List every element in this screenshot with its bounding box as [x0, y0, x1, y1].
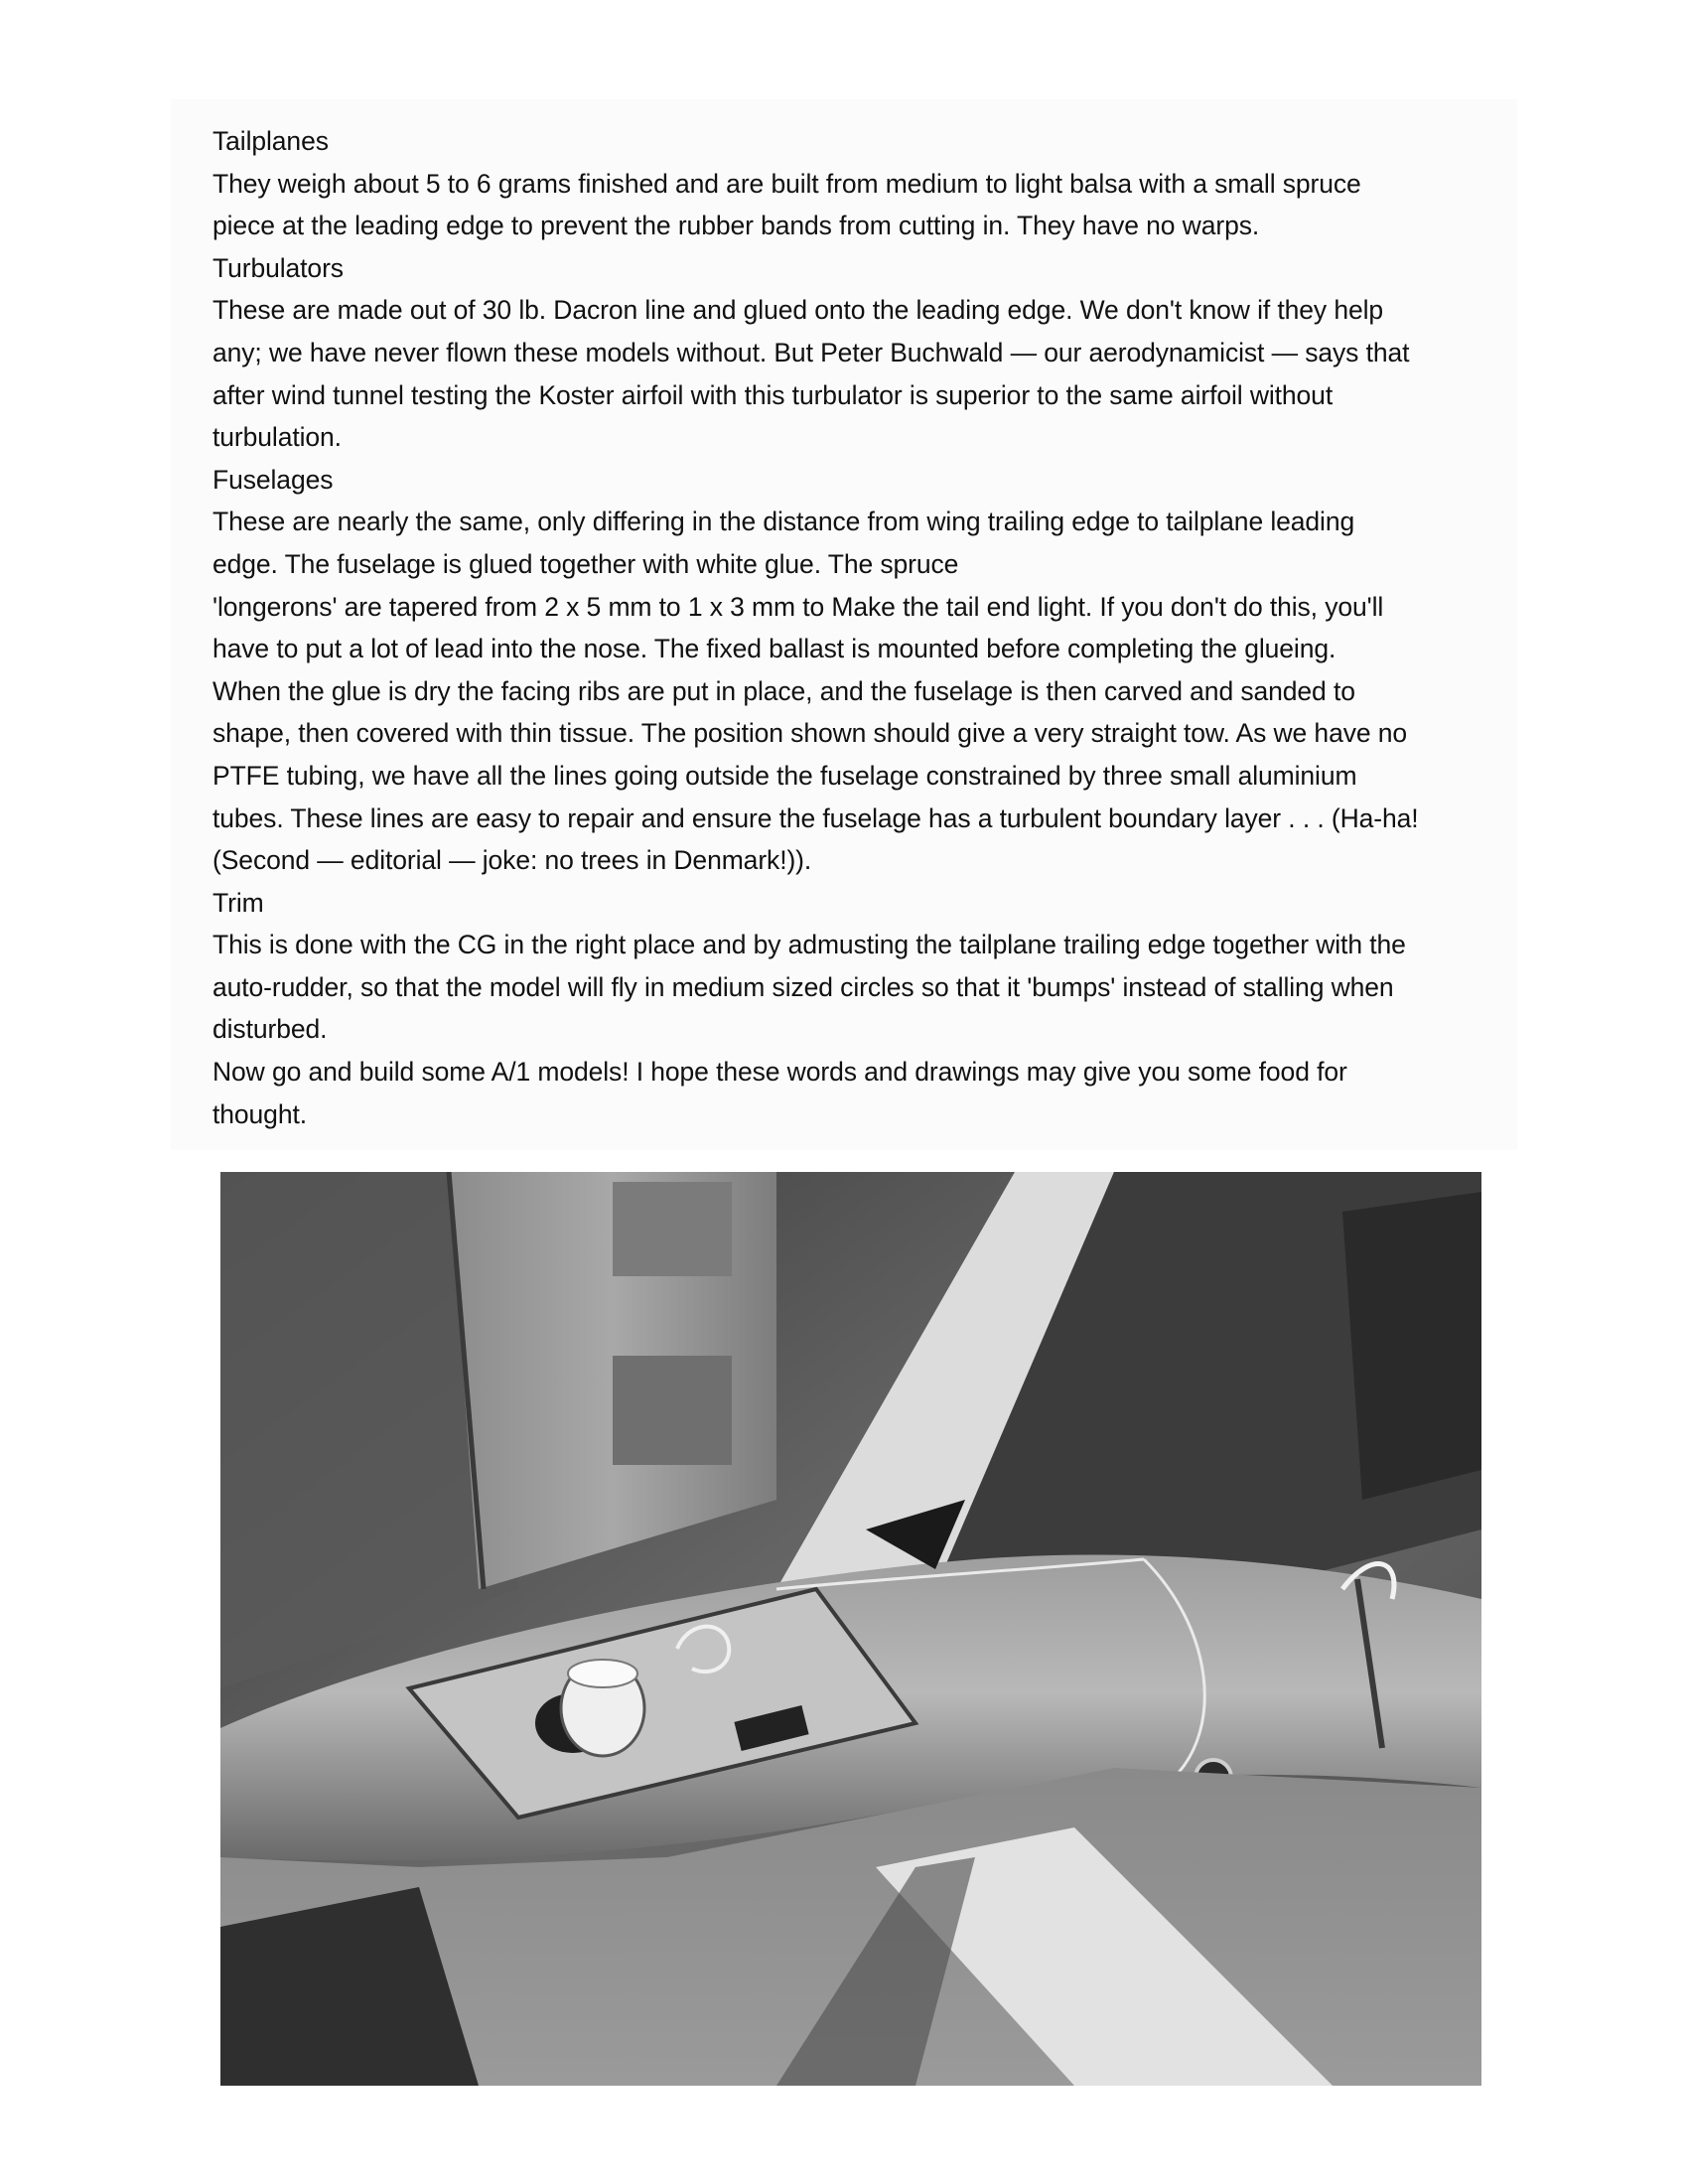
text-line: have to put a lot of lead into the nose. The fixed ballast is mounted before completing the glueing. [212, 634, 1336, 664]
text-line: They weigh about 5 to 6 grams finished and are built from medium to light balsa with a small spruce [212, 168, 1361, 199]
model-fuselage-photo [220, 1172, 1481, 2086]
text-line: These are nearly the same, only differing in the distance from wing trailing edge to tailplane leading [212, 507, 1355, 537]
text-line: Now go and build some A/1 models! I hope these words and drawings may give you some food for [212, 1057, 1347, 1088]
text-line: PTFE tubing, we have all the lines going outside the fuselage constrained by three small aluminium [212, 760, 1357, 791]
text-line: These are made out of 30 lb. Dacron line and glued onto the leading edge. We don't know if they help [212, 295, 1384, 326]
text-line: piece at the leading edge to prevent the rubber bands from cutting in. They have no warps. [212, 211, 1260, 241]
text-line: turbulation. [212, 422, 342, 453]
section-heading-fuselages: Fuselages [212, 464, 334, 495]
photo-drawing [220, 1172, 1481, 2086]
text-line: When the glue is dry the facing ribs are put in place, and the fuselage is then carved and sanded to [212, 675, 1355, 706]
text-line: after wind tunnel testing the Koster airfoil with this turbulator is superior to the same airfoil without [212, 379, 1334, 410]
text-line: tubes. These lines are easy to repair and ensure the fuselage has a turbulent boundary layer . . . (Ha-ha! [212, 802, 1419, 833]
text-line: thought. [212, 1098, 307, 1129]
text-line: edge. The fuselage is glued together with white glue. The spruce [212, 548, 959, 579]
article-text-block [171, 99, 1517, 1150]
fin-lower-square [613, 1356, 732, 1465]
text-line: any; we have never flown these models without. But Peter Buchwald — our aerodynamicist — says that [212, 337, 1410, 367]
text-line: disturbed. [212, 1014, 328, 1045]
text-line: shape, then covered with thin tissue. The position shown should give a very straight tow. As we have no [212, 718, 1408, 749]
article-text [212, 120, 1503, 1135]
text-line: (Second — editorial — joke: no trees in Denmark!)). [212, 845, 812, 876]
section-heading-tailplanes: Tailplanes [212, 126, 329, 156]
text-line: This is done with the CG in the right place and by admusting the tailplane trailing edge together with the [212, 930, 1406, 960]
fin-upper-square [613, 1182, 732, 1276]
timer-top [568, 1660, 637, 1687]
section-heading-turbulators: Turbulators [212, 252, 344, 283]
text-line: auto-rudder, so that the model will fly in medium sized circles so that it 'bumps' instead of stalling when [212, 971, 1394, 1002]
section-heading-trim: Trim [212, 887, 264, 918]
wing-tip-dark [1342, 1192, 1481, 1500]
text-line: 'longerons' are tapered from 2 x 5 mm to 1 x 3 mm to Make the tail end light. If you don't do this, you'll [212, 591, 1384, 622]
